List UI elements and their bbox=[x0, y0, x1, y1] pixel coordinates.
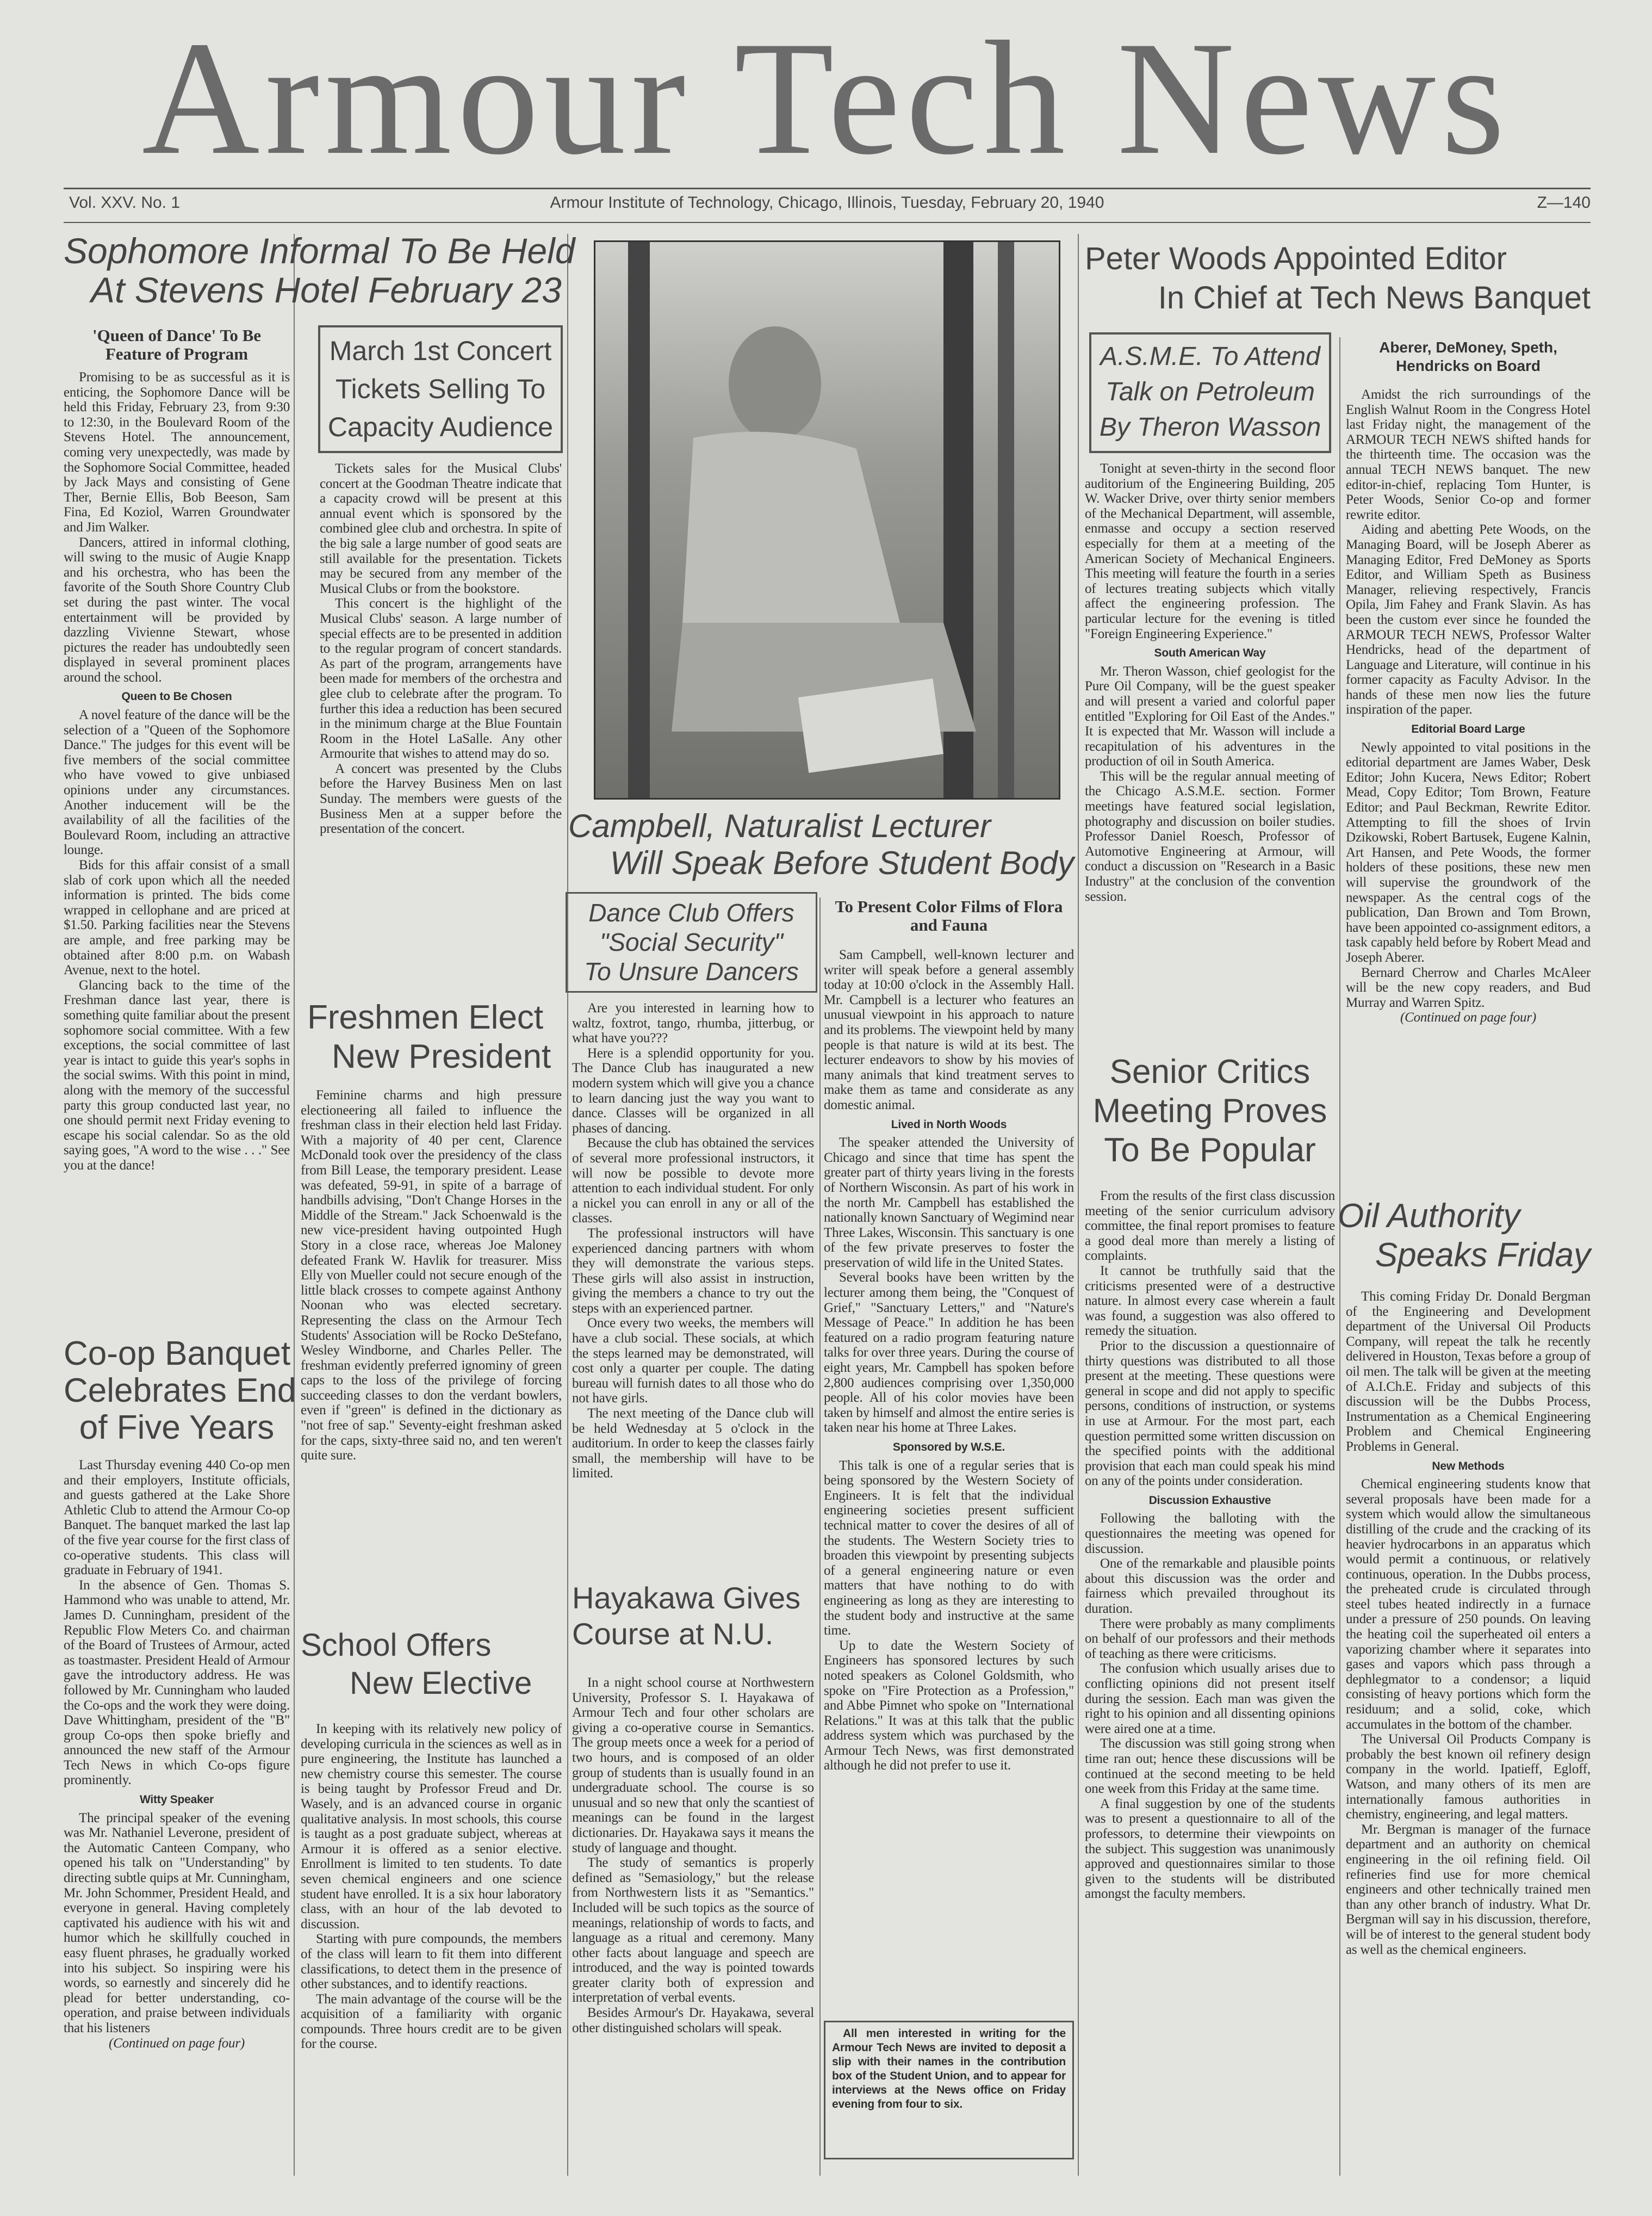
headline-line: Co-op Banquet bbox=[64, 1335, 291, 1372]
headline-line: "Social Security" bbox=[600, 928, 783, 956]
article-body-concert bbox=[320, 461, 562, 978]
paragraph: This concert is the highlight of the Musical Clubs' season. A large number of special effects are to be presented in addition to the regular program of concert standards. As part of the program, arrangements have been made for members of the orchestra and glee club to celebrate after the program. To further this idea a reduction has been secured in the minimum charge at the Blue Fountain Room in the Hotel LaSalle. Any other Armourite that wishes to attend may do so. bbox=[320, 596, 562, 762]
paragraph: Following the balloting with the questionnaires the meeting was opened for discussion. bbox=[1085, 1511, 1335, 1556]
paragraph: The next meeting of the Dance club will be held Wednesday at 5 o'clock in the auditorium. In order to keep the classes fairly small, the membership will have to be limited. bbox=[572, 1406, 814, 1481]
dateline: Armour Institute of Technology, Chicago, Illinois, Tuesday, February 20, 1940 bbox=[550, 194, 1104, 212]
paragraph: There were probably as many compliments on behalf of our professors and their methods of teaching as there were criticisms. bbox=[1085, 1616, 1335, 1661]
notice-text: All men interested in writing for the Armour Tech News are invited to deposit a slip with their names in the contribution box of the Student Union, and to appear for interviews at the News office on Friday evening from four to six. bbox=[832, 2027, 1066, 2110]
headline-coop-banquet bbox=[64, 1335, 296, 1446]
paragraph: One of the remarkable and plausible points about this discussion was the order and fairness which prevailed throughout its duration. bbox=[1085, 1556, 1335, 1617]
column-rule bbox=[294, 234, 295, 2176]
paragraph: Feminine charms and high pressure electioneering all failed to influence the freshman class in their election held last Friday. With a majority of 40 per cent, Clarence McDonald took over the presidency of the class from Bill Lease, the temporary president. Lease was defeated, 59-91, in spite of a barrage of handbills advising, "Don't Change Horses in the Middle of the Stream." Jack Schoenwald is the new vice-president having outpointed Hugh Story in a close race, whereas Joe Maloney defeated Frank W. Havlik for treasurer. Miss Elly von Mueller could not secure enough of the little black crosses to compete against Anthony Noonan who was elected secretary. Representing the class on the Armour Tech Students' Association will be Rocko DeStefano, Wesley Windborne, and Charles Peller. The freshman evidently preferred ignominy of green caps to the loss of the privilege of forcing succeeding classes to don the verdant bowlers, even if "green" is defined in the dictionary as "not free of sap." Seventy-eight freshman asked for the caps, sixty-three said no, and ten weren't quite sure. bbox=[301, 1088, 562, 1463]
headline-line: To Be Popular bbox=[1104, 1131, 1316, 1169]
paragraph: In keeping with its relatively new policy of developing curricula in the sciences as well as in pure engineering, the Institute has launched a new chemistry course this semester. The course is being taught by Professor Freud and Dr. Wasely, and is an advanced course in organic qualitative analysis. In most schools, this course is taught as a post graduate subject, whereas at Armour it is offered as a senior elective. Enrollment is limited to ten students. To date seven chemical engineers and one science student have enrolled. It is a six hour laboratory class, with an hour of the lab devoted to discussion. bbox=[301, 1722, 562, 1932]
edition-code: Z—140 bbox=[1537, 194, 1591, 212]
headline-line: Speaks Friday bbox=[1375, 1236, 1591, 1274]
paragraph: Chemical engineering students know that several proposals have been made for a system which would allow the simultaneous distilling of the crude and the cracking of its heavier hydrocarbons in an apparatus which would permit a continuous, or relatively continuous, operation. In the Dubbs process, the preheated crude is circulated through steel tubes heated indirectly in a furnace under a pressure of 250 pounds. On leaving the heating coil the superheated oil enters a vaporizing chamber where it separates into gases and vapors which pass through a dephlegmator to a condensor; a liquid consisting of heavy portions which form the residuum; and a solid, coke, which accumulates in the bottom of the chamber. bbox=[1346, 1477, 1591, 1732]
paragraph: Newly appointed to vital positions in the editorial department are James Waber, Desk Editor; John Kucera, News Editor; Robert Mead, Copy Editor; Tom Brown, Feature Editor; and Paul Beckman, Rewrite Editor. Attempting to fill the shoes of Irvin Dzikowski, Robert Bartusek, Eugene Kalnin, Art Hansen, and Pete Woods, the former holders of these positions, these new men will supervise the groundwork of the newspaper. As the central cogs of the publication, Dan Brown and Tom Brown, have been appointed co-assignment editors, a task capably held before by Robert Mead and Joseph Aberer. bbox=[1346, 740, 1591, 965]
column-rule bbox=[567, 234, 568, 2176]
paragraph: Tickets sales for the Musical Clubs' concert at the Goodman Theatre indicate that a capacity crowd will be present at this annual event which is sponsored by the combined glee club and orchestra. In spite of the big sale a large number of good seats are still available for the presentation. Tickets may be secured from any member of the Musical Clubs or from the bookstore. bbox=[320, 461, 562, 596]
section-subhead: Editorial Board Large bbox=[1411, 723, 1525, 736]
paragraph: Several books have been written by the lecturer among them being, the "Conquest of Grief," "Sanctuary Letters," and "Nature's Message of Peace." In addition he has been featured on a radio program featuring nature talks for over three years. During the course of eight years, Mr. Campbell has spoken before 2,800 audiences comprising over 1,350,000 people. All of his color movies have been taken by himself and almost the entire series is taken near his home at Three Lakes. bbox=[824, 1270, 1074, 1435]
section-subhead: Queen to Be Chosen bbox=[121, 690, 232, 703]
paragraph: Sam Campbell, well-known lecturer and writer will speak before a general assembly today at 10:00 o'clock in the Assembly Hall. Mr. Campbell is a lecturer who features an unusual viewpoint in his approach to nature and its problems. The viewpoint held by many people is that nature is wild at its best. The lecturer endeavors to show by his movies of many animals that kind treatment serves to make them as tame and considerate as any domestic animal. bbox=[824, 948, 1074, 1112]
article-body-freshmen bbox=[301, 1088, 562, 1613]
headline-freshmen-elect bbox=[307, 998, 563, 1076]
paragraph: Promising to be as successful as it is enticing, the Sophomore Dance will be held this Friday, February 23, from 9:30 to 12:30, in the Boulevard Room of the Stevens Hotel. The announcement, coming very unexpectedly, was made by the Sophomore Social Committee, headed by Jack Mays and consisting of Gene Ther, Bernie Ellis, Bob Beeson, Sam Fina, Ed Koziol, Warren Groundwater and Jim Walker. bbox=[64, 370, 290, 535]
volume-number: Vol. XXV. No. 1 bbox=[69, 194, 181, 212]
article-body-dance-club bbox=[572, 1001, 814, 1572]
column-rule bbox=[1078, 234, 1079, 2176]
paragraph: Prior to the discussion a questionnaire of thirty questions was distributed to all those present at the meeting. These questions were general in scope and did not apply to specific persons, conditions of instruction, or systems in use at Armour. For the most part, each question permitted some written discussion on the specified points with the additional provision that each man could speak his mind on any of the points under consideration. bbox=[1085, 1338, 1335, 1489]
paragraph: Amidst the rich surroundings of the English Walnut Room in the Congress Hotel last Friday night, the management of the ARMOUR TECH NEWS shifted hands for the thirteenth time. The occasion was the annual TECH NEWS banquet. The new editor-in-chief, replacing Tom Hunter, is Peter Woods, Senior Co-op and former rewrite editor. bbox=[1346, 387, 1591, 522]
headline-line: Peter Woods Appointed Editor bbox=[1085, 241, 1507, 276]
paragraph: Glancing back to the time of the Freshman dance last year, there is something quite familiar about the present sophomore social committee. With a few exceptions, the social committee of last year is intact to guide this year's sophs in the social swims. With this point in mind, along with the memory of the successful party this group conducted last year, no one should permit next Friday evening to escape his social calendar. So as the old saying goes, "A word to the wise . . ." See you at the dance! bbox=[64, 977, 290, 1173]
section-subhead: Discussion Exhaustive bbox=[1148, 1494, 1271, 1507]
headline-line: Freshmen Elect bbox=[307, 999, 544, 1036]
headline-hayakawa bbox=[572, 1580, 814, 1652]
continued-note: (Continued on page four) bbox=[108, 2035, 245, 2051]
headline-line: Talk on Petroleum bbox=[1105, 377, 1315, 406]
paragraph: Bernard Cherrow and Charles McAleer will be the new copy readers, and Bud Murray and Warren Spitz. bbox=[1346, 965, 1591, 1010]
subhead-aberer-demoney: Aberer, DeMoney, Speth, Hendricks on Board bbox=[1379, 339, 1557, 374]
headline-line: Capacity Audience bbox=[327, 412, 554, 442]
article-body-elective bbox=[301, 1722, 562, 2173]
headline-line: Tickets Selling To bbox=[335, 374, 546, 404]
paragraph: Are you interested in learning how to waltz, foxtrot, tango, rhumba, jitterbug, or what have you??? bbox=[572, 1001, 814, 1046]
paragraph: The professional instructors will have experienced dancing partners with whom they will demonstrate the various steps. These girls will also assist in instruction, giving the members a chance to try out the steps with an experienced partner. bbox=[572, 1225, 814, 1316]
paragraph: A final suggestion by one of the students was to present a questionnaire to all of the professors, to determine their viewpoints on the subject. This suggestion was unanimously approved and questionnaires similar to those given to the students will be distributed amongst the faculty members. bbox=[1085, 1796, 1335, 1902]
headline-school-offers-elective bbox=[301, 1626, 562, 1703]
divider bbox=[64, 188, 1591, 189]
paragraph: This coming Friday Dr. Donald Bergman of the Engineering and Development department of the Universal Oil Products Company, will repeat the talk he recently delivered in Houston, Texas before a group of oil men. The talk will be given at the meeting of A.I.Ch.E. Friday and subjects of this discussion will be the Dubbs Process, Instrumentation as a Chemical Engineering Problem and Chemical Engineering Problems in General. bbox=[1346, 1289, 1591, 1454]
headline-line: Dance Club Offers bbox=[588, 899, 794, 927]
article-body-senior-critics bbox=[1085, 1189, 1335, 2173]
divider bbox=[64, 222, 1591, 223]
headline-line: of Five Years bbox=[79, 1409, 275, 1446]
article-body-coop-banquet bbox=[64, 1458, 290, 2176]
paragraph: Because the club has obtained the services of several more professional instructors, it will now be possible to devote more attention to each individual student. For only a nickel you can enroll in any or all of the classes. bbox=[572, 1136, 814, 1226]
paragraph: The Universal Oil Products Company is probably the best known oil refinery design company in the world. Ipatieff, Egloff, Watson, and many others of its men are internationally famous authorities in chemistry, engineering, and legal matters. bbox=[1346, 1732, 1591, 1822]
dateline-bar bbox=[64, 191, 1591, 219]
headline-line: By Theron Wasson bbox=[1099, 413, 1321, 442]
headline-line: A.S.M.E. To Attend bbox=[1100, 342, 1320, 371]
article-body-oil-authority bbox=[1346, 1289, 1591, 2173]
headline-line: New Elective bbox=[350, 1666, 532, 1701]
paragraph: The confusion which usually arises due to conflicting opinions did not present itself during the session. Each man was given the right to his opinion and all dissenting opinions were aired one at a time. bbox=[1085, 1661, 1335, 1736]
headline-line: Senior Critics bbox=[1109, 1053, 1311, 1091]
paragraph: In a night school course at Northwestern University, Professor S. I. Hayakawa of Armour Tech and four other scholars are giving a co-operative course in Semantics. The group meets once a week for a period of two hours, and is composed of an older group of students than is usually found in an undergraduate school. The course is so unusual and so new that only the scantiest of meanings can be found in the largest dictionaries. Dr. Hayakawa says it means the study of language and thought. bbox=[572, 1675, 814, 1855]
headline-dance-club bbox=[566, 892, 817, 993]
article-body-hayakawa bbox=[572, 1675, 814, 2173]
photo-image bbox=[595, 242, 1059, 798]
article-body-peter-woods bbox=[1346, 387, 1591, 1176]
headline-line: March 1st Concert bbox=[329, 336, 552, 366]
article-body-films bbox=[824, 948, 1074, 2005]
paragraph: The speaker attended the University of Chicago and since that time has spent the greater part of thirty years living in the forests of Northern Wisconsin. As part of his work in the north Mr. Campbell has established the nationally known Sanctuary of Wegimind near Three Lakes, Wisconsin. This sanctuary is one of the few private preserves to foster the preservation of wild life in the United States. bbox=[824, 1135, 1074, 1270]
headline-line: Sophomore Informal To Be Held bbox=[64, 231, 575, 271]
headline-oil-authority bbox=[1338, 1197, 1591, 1275]
headline-line: Oil Authority bbox=[1338, 1197, 1520, 1235]
section-subhead: Lived in North Woods bbox=[891, 1118, 1007, 1131]
headline-peter-woods bbox=[1085, 239, 1591, 318]
section-subhead: New Methods bbox=[1432, 1459, 1505, 1472]
section-subhead: Witty Speaker bbox=[139, 1793, 214, 1806]
article-body-sophomore bbox=[64, 370, 290, 1319]
headline-line: New President bbox=[332, 1038, 551, 1075]
headline-sophomore-informal bbox=[64, 231, 575, 310]
paragraph: In the absence of Gen. Thomas S. Hammond who was unable to attend, Mr. James D. Cunningham, president of the Republic Flow Meters Co. and chairman of the Board of Trustees of Armour, acted as toastmaster. President Heald of Armour gave the introductory address. He was followed by Mr. Cunningham who lauded the Co-ops and the work they were doing. Dave Whittingham, president of the "B" group Co-ops then spoke briefly and announced the new staff of the Armour Tech News in which Co-ops figure prominently. bbox=[64, 1577, 290, 1788]
paragraph: Starting with pure compounds, the members of the class will learn to fit them into different classifications, to detect them in the presence of other substances, and to identify reactions. bbox=[301, 1932, 562, 1992]
paragraph: Here is a splendid opportunity for you. The Dance Club has inaugurated a new modern system which will give you a chance to learn dancing just the way you want to dance. Classes will be organized in all phases of dancing. bbox=[572, 1045, 814, 1136]
notice-writers-wanted bbox=[824, 2021, 1074, 2159]
paragraph: From the results of the first class discussion meeting of the senior curriculum advisory committee, the final report promises to feature a good deal more than merely a listing of complaints. bbox=[1085, 1189, 1335, 1264]
headline-senior-critics bbox=[1085, 1053, 1335, 1170]
paragraph: Tonight at seven-thirty in the second floor auditorium of the Engineering Building, 205 W. Wacker Drive, over thirty senior members of the Mechanical Department, will assemble, enmasse and occupy a section reserved especially for them at a meeting of the American Society of Mechanical Engineers. This meeting will feature the fourth in a series of lectures treating subjects which vitally affect the engineering profession. The particular lecture for the evening is titled "Foreign Engineering Experience." bbox=[1085, 461, 1335, 641]
paragraph: The discussion was still going strong when time ran out; hence these discussions will be continued at the second meeting to be held one week from this Friday at the same time. bbox=[1085, 1736, 1335, 1797]
headline-line: Course at N.U. bbox=[572, 1617, 774, 1651]
headline-asme bbox=[1089, 332, 1331, 453]
headline-campbell-lecturer bbox=[568, 808, 1074, 882]
paragraph: The study of semantics is properly defined as "Semasiology," but the release from Northwestern lists it as "Semantics." Included will be such topics as the source of meanings, relationship of words to facts, and language as a ritual and ceremony. Many other facts about language and speech are introduced, and the way is pointed towards greater clarity both of expression and interpretation of verbal events. bbox=[572, 1855, 814, 2005]
paragraph: Mr. Bergman is manager of the furnace department and an authority on chemical engineering in the oil refining field. Oil refineries find use for more chemical engineers and other technically trained men than any other branch of industry. What Dr. Bergman will say in his discussion, therefore, will be of interest to the general student body as well as the chemical engineers. bbox=[1346, 1822, 1591, 1957]
headline-line: Celebrates End bbox=[64, 1372, 296, 1409]
paragraph: The main advantage of the course will be the acquisition of a familiarity with organic compounds. Three hours credit are to be given for the course. bbox=[301, 1991, 562, 2052]
column-rule bbox=[819, 897, 821, 2176]
headline-line: At Stevens Hotel February 23 bbox=[91, 270, 562, 310]
subhead-color-films: To Present Color Films of Flora and Fauna bbox=[835, 897, 1063, 934]
paragraph: Aiding and abetting Pete Woods, on the Managing Board, will be Joseph Aberer as Managing Editor, Fred DeMoney as Sports Editor, and William Speth as Business Manager, relieving respectively, Francis Opila, Jim Fahey and Frank Slavin. As has been the custom ever since he founded the ARMOUR TECH NEWS, Professor Walter Hendricks, head of the department of Language and Literature, will continue in his former capacity as Faculty Advisor. In the hands of these men now lies the future inspiration of the paper. bbox=[1346, 522, 1591, 717]
continued-note: (Continued on page four) bbox=[1400, 1010, 1537, 1025]
article-body-asme bbox=[1085, 461, 1335, 1043]
headline-line: Campbell, Naturalist Lecturer bbox=[568, 808, 991, 844]
subhead-queen-of-dance: 'Queen of Dance' To Be Feature of Program bbox=[92, 326, 261, 363]
headline-line: Will Speak Before Student Body bbox=[610, 845, 1074, 881]
paragraph: Mr. Theron Wasson, chief geologist for the Pure Oil Company, will be the guest speaker and will present a varied and colorful paper entitled "Exploring for Oil East of the Andes." It is expected that Mr. Wasson will include a recapitulation of his adventures in the production of oil in South America. bbox=[1085, 664, 1335, 769]
headline-line: School Offers bbox=[301, 1627, 492, 1663]
headline-line: In Chief at Tech News Banquet bbox=[1158, 280, 1591, 315]
photo-sam-campbell bbox=[594, 240, 1060, 800]
paragraph: It cannot be truthfully said that the criticisms presented were of a destructive nature. In almost every case wherein a fault was found, a suggestion was also offered to remedy the situation. bbox=[1085, 1263, 1335, 1339]
paragraph: Up to date the Western Society of Engineers has sponsored lectures by such noted speakers as Colonel Goldsmith, who spoke on "Fire Protection as a Profession," and Abbe Pimnet who spoke on "International Relations." It was at this talk that the public address system which was purchased by the Armour Tech News, was first demonstrated although he did not prefer to use it. bbox=[824, 1638, 1074, 1773]
paragraph: The principal speaker of the evening was Mr. Nathaniel Leverone, president of the Automatic Canteen Company, who opened his talk on "Understanding" by directing subtle quips at Mr. Cunningham, Mr. John Schommer, President Heald, and everyone in general. Having completely captivated his audience with his wit and humor which he skillfully couched in easy fluent phrases, he gradually worked into his subject. So inspiring were his words, so earnestly and sincerely did he plead for better understanding, co-operation, and praise between individuals that his listeners bbox=[64, 1810, 290, 2035]
masthead-title: Armour Tech News bbox=[141, 8, 1511, 188]
paragraph: Dancers, attired in informal clothing, will swing to the music of Augie Knapp and his orchestra, who has been the favorite of the South Shore Country Club set during the past winter. The vocal entertainment will be provided by dazzling Vivienne Stewart, whose pictures the reader has undoubtedly seen displayed in several prominent places around the school. bbox=[64, 535, 290, 685]
paragraph: Last Thursday evening 440 Co-op men and their employers, Institute officials, and guests gathered at the Lake Shore Athletic Club to attend the Armour Co-op Banquet. The banquet marked the last lap of the five year course for the first class of co-operative students. This class will graduate in February of 1941. bbox=[64, 1458, 290, 1578]
headline-march-concert bbox=[318, 325, 563, 453]
headline-line: To Unsure Dancers bbox=[584, 957, 799, 986]
paragraph: Bids for this affair consist of a small slab of cork upon which all the needed information is printed. The bids come wrapped in cellophane and are priced at $1.50. Parking facilities near the Stevens are ample, and free parking may be obtained after 8:00 p.m. on Wabash Avenue, next to the hotel. bbox=[64, 858, 290, 978]
paragraph: Besides Armour's Dr. Hayakawa, several other distinguished scholars will speak. bbox=[572, 2005, 814, 2035]
paragraph: A novel feature of the dance will be the selection of a "Queen of the Sophomore Dance." The judges for this event will be five members of the social committee who have vowed to give unbiased opinions under any circumstances. Another inducement will be the availability of all the facilities of the Boulevard Room, including an attractive lounge. bbox=[64, 708, 290, 858]
paragraph: This talk is one of a regular series that is being sponsored by the Western Society of Engineers. It is felt that the individual engineering societies present sufficient technical matter to cover the desires of all of the students. The Western Society tries to broaden this viewpoint by presenting subjects of a general engineering nature or even matters that have nothing to do with engineering as long as they are interesting to the student body and instructive at the same time. bbox=[824, 1458, 1074, 1638]
paragraph: A concert was presented by the Clubs before the Harvey Business Men on last Sunday. The members were guests of the Business Men at a supper before the presentation of the concert. bbox=[320, 761, 562, 837]
section-subhead: Sponsored by W.S.E. bbox=[892, 1441, 1005, 1453]
paragraph: Once every two weeks, the members will have a club social. These socials, at which the steps learned may be demonstrated, will cost only a quarter per couple. The dating bureau will furnish dates to all those who do not have girls. bbox=[572, 1316, 814, 1406]
headline-line: Meeting Proves bbox=[1092, 1092, 1327, 1130]
headline-line: Hayakawa Gives bbox=[572, 1581, 801, 1615]
section-subhead: South American Way bbox=[1154, 647, 1266, 660]
paragraph: This will be the regular annual meeting of the Chicago A.S.M.E. section. Former meetings have featured social legislation, photography and discussion on boiler studies. Professor Daniel Roesch, Professor of Automotive Engineering at Armour, will conduct a discussion on "Research in a Basic Industry" at the conclusion of the convention session. bbox=[1085, 769, 1335, 904]
